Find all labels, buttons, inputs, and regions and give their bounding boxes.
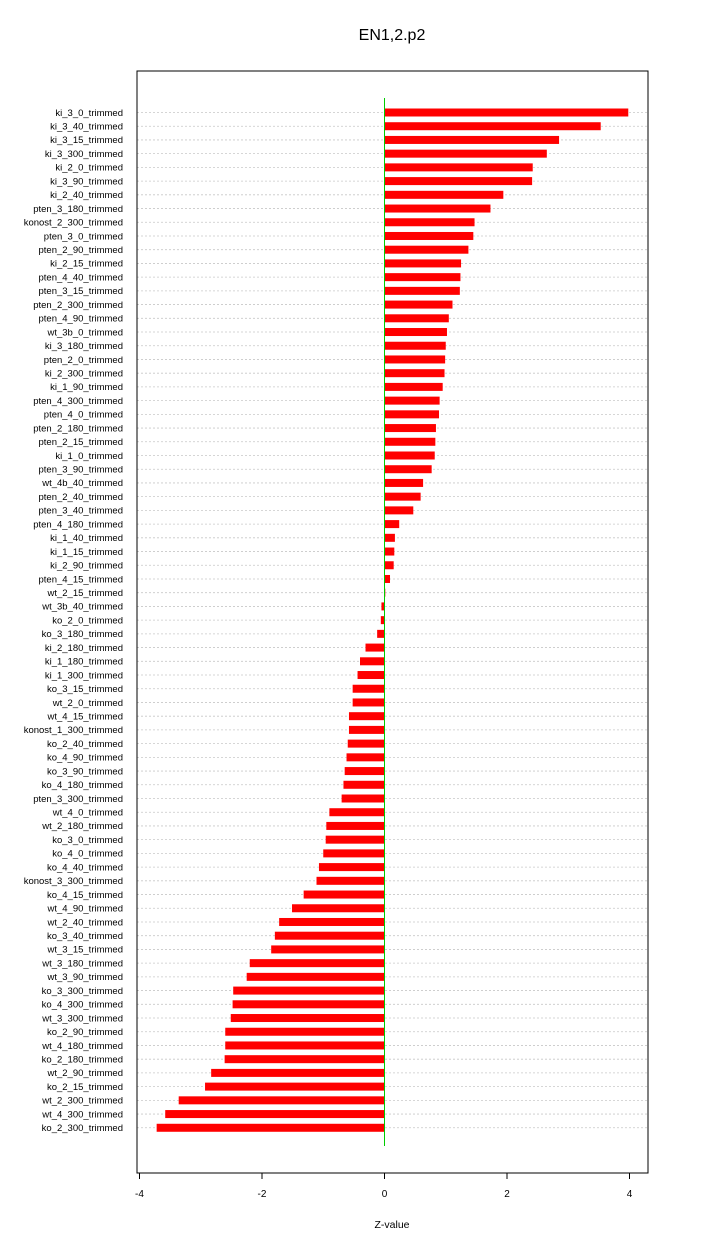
- category-label: wt_2_40_trimmed: [47, 917, 123, 929]
- bar-ko_2_40_trimmed: [348, 740, 385, 748]
- bar-wt_3_300_trimmed: [231, 1014, 385, 1022]
- category-label: konost_2_300_trimmed: [23, 217, 123, 229]
- bar-wt_3b_0_trimmed: [385, 328, 447, 336]
- category-labels: [24, 108, 123, 1134]
- bar-pten_4_40_trimmed: [385, 273, 461, 281]
- x-axis-label: Z-value: [374, 1219, 410, 1231]
- bar-wt_4_180_trimmed: [225, 1041, 384, 1049]
- category-label: ki_1_15_trimmed: [50, 546, 123, 558]
- category-label: ko_2_300_trimmed: [41, 1123, 123, 1135]
- category-label: pten_2_300_trimmed: [33, 299, 123, 311]
- bar-ko_2_15_trimmed: [205, 1083, 384, 1091]
- bar-ko_4_40_trimmed: [319, 863, 385, 871]
- category-label: wt_2_90_trimmed: [47, 1068, 123, 1080]
- category-label: pten_3_40_trimmed: [38, 505, 123, 517]
- category-label: ki_1_0_trimmed: [55, 450, 123, 462]
- bar-wt_2_180_trimmed: [326, 822, 384, 830]
- bar-pten_2_180_trimmed: [385, 424, 436, 432]
- bar-ki_2_90_trimmed: [385, 561, 394, 569]
- bar-ki_1_0_trimmed: [385, 452, 435, 460]
- category-label: ko_4_90_trimmed: [46, 752, 123, 764]
- category-label: pten_2_180_trimmed: [33, 423, 123, 435]
- category-label: pten_4_15_trimmed: [38, 574, 123, 586]
- category-label: ko_2_15_trimmed: [46, 1081, 123, 1093]
- category-label: ko_4_40_trimmed: [46, 862, 123, 874]
- bar-ki_2_0_trimmed: [385, 163, 533, 171]
- bar-pten_2_0_trimmed: [385, 355, 446, 363]
- bar-wt_3_15_trimmed: [271, 945, 384, 953]
- category-label: pten_4_40_trimmed: [38, 272, 123, 284]
- bar-wt_2_40_trimmed: [279, 918, 384, 926]
- bar-wt_4_90_trimmed: [292, 904, 384, 912]
- category-label: wt_2_15_trimmed: [47, 588, 123, 599]
- bar-wt_4_0_trimmed: [329, 808, 384, 816]
- category-label: ko_2_0_trimmed: [52, 615, 123, 627]
- bar-ki_3_0_trimmed: [385, 109, 629, 117]
- category-label: ko_3_40_trimmed: [46, 931, 123, 942]
- category-label: ki_2_0_trimmed: [55, 162, 123, 174]
- category-label: wt_4_90_trimmed: [47, 903, 123, 915]
- bar-ko_4_90_trimmed: [347, 753, 385, 761]
- bar-ki_3_40_trimmed: [385, 122, 601, 130]
- x-tick-label: 0: [381, 1189, 388, 1200]
- category-label: pten_2_0_trimmed: [43, 354, 123, 366]
- category-label: wt_2_180_trimmed: [42, 821, 123, 833]
- bar-ki_2_300_trimmed: [385, 369, 445, 377]
- category-label: pten_3_180_trimmed: [33, 203, 123, 215]
- bar-konost_2_300_trimmed: [385, 218, 475, 226]
- bar-ko_3_0_trimmed: [326, 836, 385, 844]
- category-label: ki_3_90_trimmed: [50, 176, 123, 188]
- category-label: ki_3_180_trimmed: [44, 341, 123, 353]
- category-label: ki_2_180_trimmed: [44, 642, 123, 654]
- bar-pten_3_180_trimmed: [385, 205, 491, 213]
- bar-pten_4_300_trimmed: [385, 397, 440, 405]
- bar-ki_3_300_trimmed: [385, 150, 547, 158]
- x-tick-label: 2: [504, 1189, 510, 1200]
- category-label: konost_3_300_trimmed: [23, 876, 123, 888]
- bar-wt_2_0_trimmed: [353, 698, 385, 706]
- category-label: wt_3_15_trimmed: [47, 944, 123, 956]
- category-label: pten_4_90_trimmed: [38, 313, 123, 325]
- category-label: wt_3_90_trimmed: [47, 972, 123, 984]
- bar-wt_4b_40_trimmed: [385, 479, 424, 487]
- bar-pten_3_40_trimmed: [385, 506, 414, 514]
- x-tick-label: 4: [626, 1189, 633, 1200]
- bar-ki_2_40_trimmed: [385, 191, 504, 199]
- bar-ki_3_90_trimmed: [385, 177, 533, 185]
- bar-ki_1_180_trimmed: [360, 657, 385, 665]
- bar-ko_4_0_trimmed: [323, 849, 384, 857]
- bar-ko_2_300_trimmed: [157, 1124, 385, 1132]
- category-label: wt_4_15_trimmed: [47, 711, 123, 723]
- bar-ki_2_15_trimmed: [385, 259, 462, 267]
- category-label: ko_3_180_trimmed: [41, 629, 123, 641]
- category-label: wt_3b_40_trimmed: [42, 601, 123, 613]
- bar-pten_3_15_trimmed: [385, 287, 460, 295]
- bar-pten_2_15_trimmed: [385, 438, 436, 446]
- category-label: ki_3_0_trimmed: [55, 107, 123, 119]
- bar-pten_3_300_trimmed: [342, 795, 385, 803]
- bar-pten_4_15_trimmed: [385, 575, 391, 583]
- category-label: wt_3b_0_trimmed: [47, 327, 123, 339]
- x-tick-label: -4: [135, 1189, 144, 1200]
- category-label: pten_3_15_trimmed: [38, 286, 123, 298]
- bar-wt_4_15_trimmed: [349, 712, 385, 720]
- category-label: ki_2_300_trimmed: [44, 368, 123, 380]
- category-label: ko_3_300_trimmed: [41, 985, 123, 997]
- category-label: ki_3_15_trimmed: [50, 135, 123, 147]
- category-label: pten_4_300_trimmed: [33, 395, 123, 407]
- category-label: ki_3_300_trimmed: [44, 148, 123, 160]
- category-label: ko_4_180_trimmed: [41, 780, 123, 792]
- category-label: ko_2_180_trimmed: [41, 1054, 123, 1066]
- bar-pten_2_90_trimmed: [385, 246, 469, 254]
- category-label: konost_1_300_trimmed: [23, 725, 123, 737]
- bar-wt_3_90_trimmed: [247, 973, 385, 981]
- category-label: ki_2_40_trimmed: [50, 190, 123, 202]
- category-label: ki_1_180_trimmed: [44, 656, 123, 668]
- bar-konost_1_300_trimmed: [349, 726, 385, 734]
- chart-title: EN1,2.p2: [358, 27, 426, 44]
- category-label: wt_3_300_trimmed: [42, 1013, 123, 1025]
- category-label: ki_2_15_trimmed: [50, 258, 123, 270]
- bar-ko_3_90_trimmed: [345, 767, 385, 775]
- bar-wt_2_300_trimmed: [179, 1096, 385, 1104]
- category-label: pten_2_40_trimmed: [38, 491, 123, 503]
- bar-pten_3_0_trimmed: [385, 232, 474, 240]
- bar-pten_4_0_trimmed: [385, 410, 440, 418]
- x-axis: [135, 1173, 633, 1200]
- bar-ko_4_300_trimmed: [233, 1000, 385, 1008]
- bar-konost_3_300_trimmed: [317, 877, 385, 885]
- bar-ko_4_15_trimmed: [304, 891, 385, 899]
- bar-ki_1_40_trimmed: [385, 534, 395, 542]
- bar-pten_2_300_trimmed: [385, 301, 453, 309]
- bar-ko_2_180_trimmed: [225, 1055, 385, 1063]
- bar-ko_2_0_trimmed: [381, 616, 385, 624]
- category-label: pten_3_90_trimmed: [38, 464, 123, 476]
- category-label: ko_4_0_trimmed: [52, 848, 123, 860]
- category-label: ki_3_40_trimmed: [50, 121, 123, 133]
- bar-ki_2_180_trimmed: [366, 644, 385, 652]
- x-tick-label: -2: [257, 1189, 267, 1200]
- bar-wt_3_180_trimmed: [250, 959, 385, 967]
- category-label: ko_3_90_trimmed: [46, 766, 123, 778]
- category-label: pten_4_0_trimmed: [43, 409, 123, 421]
- category-label: wt_4b_40_trimmed: [42, 478, 123, 490]
- bar-ki_1_90_trimmed: [385, 383, 443, 391]
- category-label: pten_4_180_trimmed: [33, 519, 123, 531]
- category-label: pten_3_0_trimmed: [43, 231, 123, 243]
- category-label: ko_4_15_trimmed: [46, 889, 123, 901]
- bar-pten_3_90_trimmed: [385, 465, 432, 473]
- category-label: ko_4_300_trimmed: [41, 999, 123, 1011]
- category-label: ki_2_90_trimmed: [50, 560, 123, 572]
- bar-ko_3_15_trimmed: [353, 685, 385, 693]
- category-label: ko_3_0_trimmed: [52, 834, 123, 846]
- category-label: ko_2_90_trimmed: [46, 1027, 123, 1039]
- bar-ki_1_15_trimmed: [385, 548, 395, 556]
- category-label: ko_2_40_trimmed: [46, 738, 123, 750]
- bar-pten_4_180_trimmed: [385, 520, 400, 528]
- category-label: wt_3_180_trimmed: [42, 958, 123, 970]
- bar-ko_3_300_trimmed: [233, 987, 384, 995]
- category-label: pten_3_300_trimmed: [33, 793, 123, 805]
- category-label: ki_1_40_trimmed: [50, 533, 123, 545]
- category-label: wt_2_300_trimmed: [42, 1095, 123, 1107]
- category-label: pten_2_15_trimmed: [38, 437, 123, 449]
- bar-ki_1_300_trimmed: [358, 671, 385, 679]
- bar-pten_4_90_trimmed: [385, 314, 449, 322]
- category-label: ki_1_90_trimmed: [50, 382, 123, 394]
- category-label: pten_2_90_trimmed: [38, 245, 123, 256]
- bar-ko_2_90_trimmed: [225, 1028, 384, 1036]
- bar-wt_2_90_trimmed: [211, 1069, 384, 1077]
- category-label: wt_2_0_trimmed: [52, 697, 123, 709]
- bar-wt_4_300_trimmed: [165, 1110, 384, 1118]
- bar-pten_2_40_trimmed: [385, 493, 421, 501]
- category-label: wt_4_180_trimmed: [42, 1040, 123, 1052]
- bar-ko_3_40_trimmed: [275, 932, 385, 940]
- bar-ki_3_15_trimmed: [385, 136, 560, 144]
- category-label: wt_4_300_trimmed: [42, 1109, 123, 1121]
- category-label: ko_3_15_trimmed: [46, 684, 123, 696]
- bar-ko_3_180_trimmed: [377, 630, 384, 638]
- category-label: wt_4_0_trimmed: [52, 807, 123, 819]
- bar-ko_4_180_trimmed: [343, 781, 384, 789]
- category-label: ki_1_300_trimmed: [44, 670, 123, 682]
- bar-ki_3_180_trimmed: [385, 342, 446, 350]
